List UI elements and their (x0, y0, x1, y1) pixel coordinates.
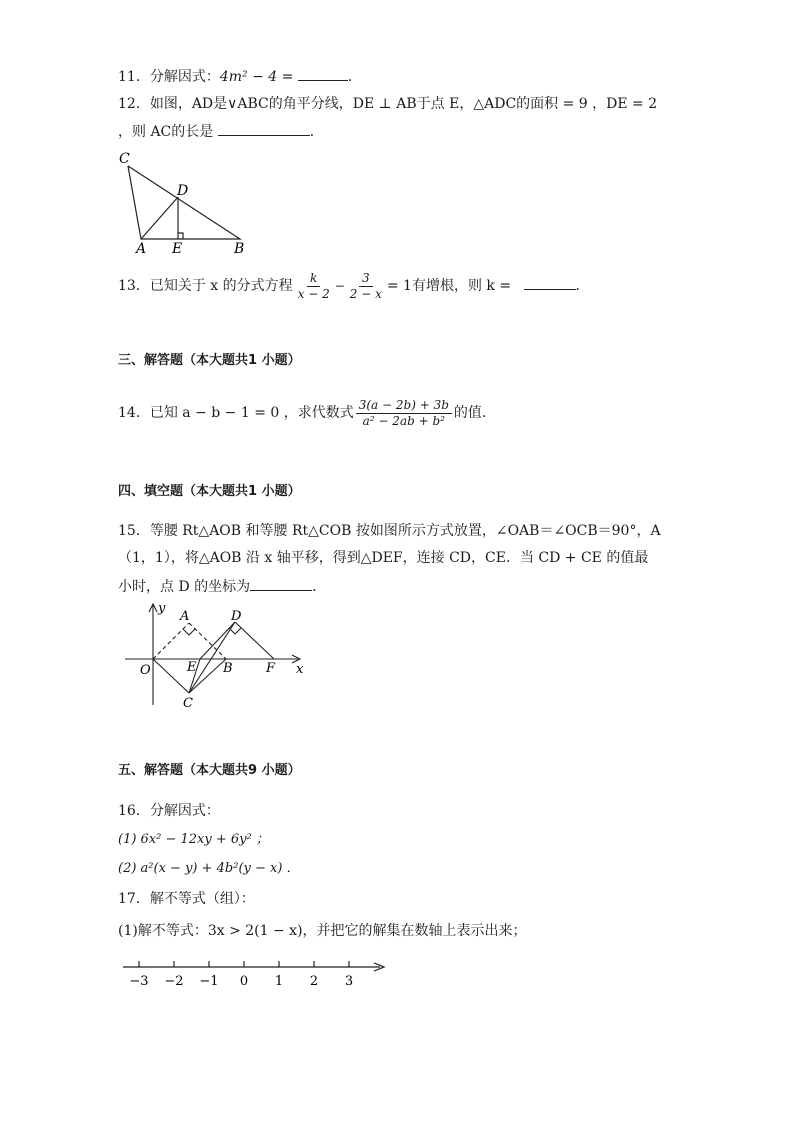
label-o: O (140, 663, 151, 678)
q14-text: 14．已知 a − b − 1 = 0 ，求代数式 (118, 405, 354, 421)
segment-ed (200, 622, 235, 659)
question-14 (118, 394, 486, 432)
question-17-part-1: (1)解不等式：3x > 2(1 − x)，并把它的解集在数轴上表示出来； (118, 923, 527, 939)
label-e: E (187, 660, 197, 675)
question-16-part-1: (1) 6x² − 12xy + 6y² ； (118, 832, 269, 847)
segment-cd (189, 622, 235, 693)
label-a: A (136, 241, 147, 256)
number-line-tick-label: 0 (239, 974, 249, 989)
section-4-heading: 四、填空题（本大题共1 小题） (118, 484, 301, 499)
question-13 (118, 268, 590, 304)
q15-coordinate-figure (120, 600, 320, 720)
question-15-line1: 15．等腰 Rt△AOB 和等腰 Rt△COB 按如图所示方式放置，∠OAB＝∠OCB＝90°，A (118, 523, 661, 539)
question-11 (118, 66, 362, 87)
question-17-title: 17．解不等式（组）： (118, 891, 255, 907)
right-angle-mark (178, 233, 183, 239)
label-c: C (183, 696, 193, 711)
section-3-heading: 三、解答题（本大题共1 小题） (118, 353, 301, 368)
q11-end: ． (347, 69, 362, 85)
number-line-tick-label: 1 (274, 974, 284, 989)
question-15-line2: （1，1），将△AOB 沿 x 轴平移，得到△DEF，连接 CD，CE．当 CD + CE 的值最 (118, 550, 649, 566)
question-12-line1: 12．如图，AD是∨ABC的角平分线，DE ⊥ AB于点 E，△ADC的面积 = 9 ，DE = 2 (118, 96, 658, 112)
dashed-ab (189, 623, 226, 659)
q13-fraction-2: $\frac{3}{2 - x}$ (349, 270, 382, 301)
segment-oc (153, 659, 189, 693)
q15-end: ． (312, 579, 327, 595)
segment-df (235, 622, 274, 659)
q14-text-post: 的值. (453, 405, 487, 421)
question-16-part-2: (2) a²(x − y) + 4b²(y − x) ． (118, 861, 300, 876)
number-line-tick-label: −2 (164, 974, 184, 989)
dashed-oa (153, 623, 189, 659)
number-line-tick-label: −3 (129, 974, 149, 989)
q15-text: 小时，点 D 的坐标为 (118, 579, 251, 595)
q12-text: ，则 AC的长是 (118, 124, 214, 140)
label-f: F (266, 661, 276, 676)
question-12-line2 (118, 121, 324, 142)
q11-label: 11．分解因式： (118, 69, 220, 85)
label-y: y (158, 601, 166, 616)
q12-triangle-figure (112, 146, 272, 256)
number-line (118, 955, 398, 995)
q14-fraction: $\frac{3(a - 2b) + 3b}{\text{a² − 2ab + b²}}$ (356, 398, 452, 429)
label-d: D (231, 609, 242, 624)
q13-text: 13．已知关于 x 的分式方程 (118, 278, 293, 294)
q15-answer-blank[interactable] (250, 576, 312, 591)
label-b: B (234, 241, 245, 256)
label-c: C (119, 151, 130, 167)
label-x: x (296, 662, 304, 677)
question-16-title: 16．分解因式： (118, 803, 220, 819)
q13-answer-blank[interactable] (524, 275, 576, 290)
q13-minus: − (334, 279, 345, 293)
segment-ad (141, 197, 178, 239)
number-line-tick-label: 3 (344, 974, 354, 989)
q13-fraction-1: $\frac{k}{x - 2}$ (297, 270, 330, 301)
triangle-abc (128, 166, 240, 239)
q12-answer-blank[interactable] (218, 121, 310, 136)
label-a: A (180, 609, 190, 624)
right-angle-a (183, 629, 195, 635)
q13-text-post: = 1有增根，则 k = (386, 278, 512, 294)
number-line-tick-label: −1 (199, 974, 219, 989)
q11-answer-blank[interactable] (298, 66, 348, 81)
section-5-heading: 五、解答题（本大题共9 小题） (118, 763, 301, 778)
q12-end: ． (309, 124, 324, 140)
q11-expression: 4m² − 4 = (219, 69, 294, 85)
label-b: B (223, 661, 233, 676)
q13-end: ． (575, 278, 590, 294)
question-15-line3 (118, 576, 326, 597)
label-e: E (172, 241, 183, 256)
label-d: D (177, 183, 189, 199)
number-line-tick-label: 2 (309, 974, 319, 989)
